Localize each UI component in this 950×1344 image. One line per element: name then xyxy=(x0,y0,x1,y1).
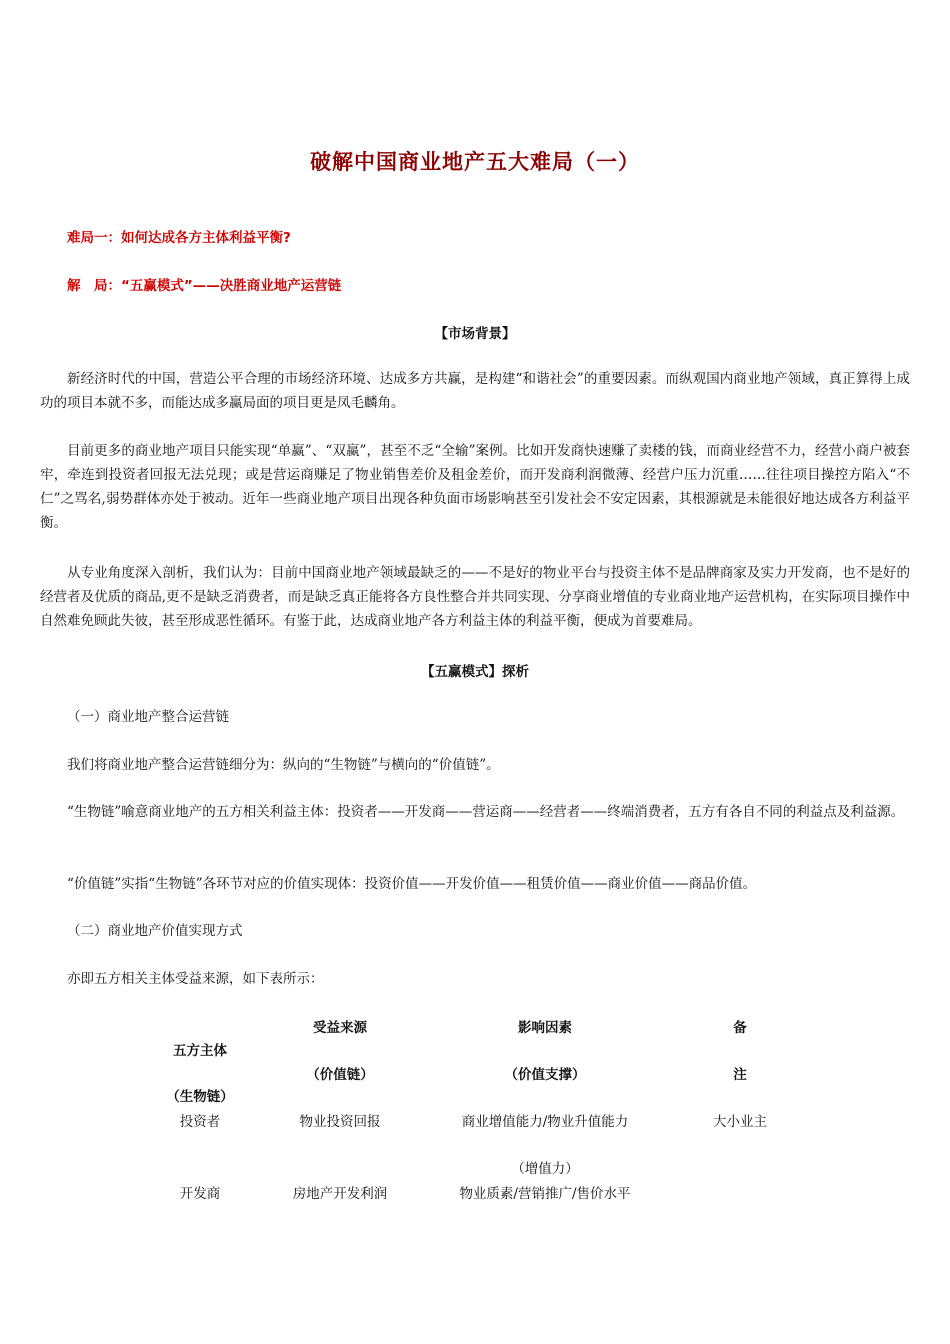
table-cell-note: 大小业主 xyxy=(713,1114,767,1130)
section-heading-market-background: 【市场背景】 xyxy=(434,326,516,342)
table-cell-factor: 商业增值能力/物业升值能力 xyxy=(461,1114,629,1130)
table-cell-source: 物业投资回报 xyxy=(299,1114,381,1130)
paragraph-1: 新经济时代的中国，营造公平合理的市场经济环境、达成多方共赢，是构建“和谐社会”的重要因素。而纵观国内商业地产领域，真正算得上成功的项目本就不多，而能达成多赢局面的项目更是凤毛麟角。 xyxy=(40,371,910,411)
paragraph-5: “生物链”喻意商业地产的五方相关利益主体：投资者——开发商——营运商——经营者——终端消费者，五方有各自不同的利益点及利益源。 xyxy=(67,804,905,820)
table-cell-subject: 开发商 xyxy=(179,1186,221,1202)
paragraph-3: 从专业角度深入剖析，我们认为：目前中国商业地产领域最缺乏的——不是好的物业平台与投资主体不是品牌商家及实力开发商，也不是好的经营者及优质的商品,更不是缺乏消费者，而是缺乏真正能将各方良性整合并共同实现、分享商业增值的专业商业地产运营机构，在实际项目操作中自然难免顾此失彼，甚至形成恶性循环。有鉴于此，达成商业地产各方利益主体的利益平衡，便成为首要难局。 xyxy=(40,565,910,629)
table-cell-factor: 物业质素/营销推广/售价水平 xyxy=(459,1186,631,1202)
subsection-1-title: （一）商业地产整合运营链 xyxy=(67,709,229,725)
table-header-subject-sub: （生物链） xyxy=(166,1089,234,1105)
table-header-factor: 影响因素 xyxy=(518,1020,572,1036)
problem-statement: 难局一：如何达成各方主体利益平衡? xyxy=(67,230,291,246)
paragraph-6: “价值链”实指“生物链”各环节对应的价值实现体：投资价值——开发价值——租赁价值——商业价值——商品价值。 xyxy=(67,876,757,892)
table-header-note-sub: 注 xyxy=(733,1067,747,1083)
table-cell-source: 房地产开发利润 xyxy=(292,1186,388,1202)
table-header-subject: 五方主体 xyxy=(173,1043,227,1059)
table-header-factor-sub: （价值支撑） xyxy=(504,1067,586,1083)
document-title: 破解中国商业地产五大难局（一） xyxy=(310,150,640,174)
paragraph-4: 我们将商业地产整合运营链细分为：纵向的“生物链”与横向的“价值链”。 xyxy=(67,757,500,773)
table-header-note: 备 xyxy=(733,1020,747,1036)
section-heading-five-win-model: 【五赢模式】探析 xyxy=(421,664,529,680)
subsection-2-title: （二）商业地产价值实现方式 xyxy=(67,923,243,939)
solution-statement: 解 局：“五赢模式”——决胜商业地产运营链 xyxy=(67,278,342,294)
paragraph-2: 目前更多的商业地产项目只能实现“单赢”、“双赢”，甚至不乏“全输”案例。比如开发商快速赚了卖楼的钱，而商业经营不力，经营小商户被套牢，牵连到投资者回报无法兑现；或是营运商赚足了物业销售差价及租金差价，而开发商利润微薄、经营户压力沉重……往往项目操控方陷入“不仁”之骂名,弱势群体亦处于被动。近年一些商业地产项目出现各种负面市场影响甚至引发社会不安定因素，其根源就是未能很好地达成各方利益平衡。 xyxy=(40,443,910,531)
table-cell-subject: 投资者 xyxy=(179,1114,221,1130)
paragraph-7: 亦即五方相关主体受益来源，如下表所示： xyxy=(67,971,324,987)
table-header-source-sub: （价值链） xyxy=(306,1067,374,1083)
table-header-source: 受益来源 xyxy=(313,1020,367,1036)
table-cell-factor-sub: （增值力） xyxy=(511,1161,579,1177)
